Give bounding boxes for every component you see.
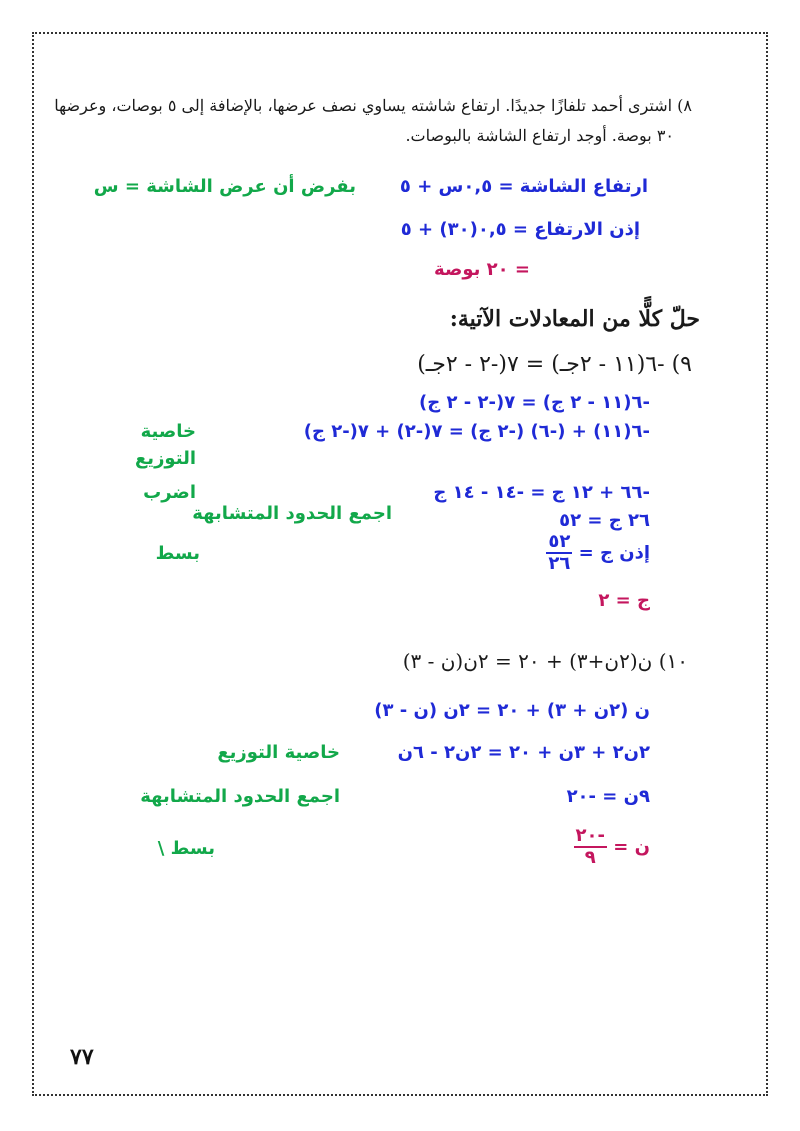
answer-prefix: ن =: [613, 836, 650, 858]
simplify-note-10: بسط \: [157, 838, 215, 859]
height-equation: ارتفاع الشاشة = ٠,٥س + ٥: [399, 176, 648, 197]
assumption-note: بفرض أن عرض الشاشة = س: [93, 176, 356, 197]
step-5-prefix: إذن ج =: [578, 542, 650, 564]
problem-9-step-5: [540, 532, 650, 574]
problem-10-step-1: ن (٢ن + ٣) + ٢٠ = ٢ن (ن - ٣): [374, 700, 650, 721]
combine-like-terms-note: اجمع الحدود المتشابهة: [192, 503, 392, 524]
fraction: [546, 532, 572, 574]
problem-10-step-3: ٩ن = -٢٠: [566, 786, 650, 807]
answer-denominator: ٩: [584, 847, 596, 868]
problem-8-answer: = ٢٠ بوصة: [434, 259, 530, 280]
problem-8-line-2: ٣٠ بوصة. أوجد ارتفاع الشاشة بالبوصات.: [405, 126, 674, 145]
distributive-property-note-10: خاصية التوزيع: [217, 742, 340, 763]
section-title: حلّ كلًّا من المعادلات الآتية:: [449, 306, 700, 332]
problem-10-answer: [568, 826, 650, 868]
problem-10-statement: ١٠) ن(٢ن+٣) + ٢٠ = ٢ن(ن - ٣): [402, 649, 688, 673]
problem-10-step-2: ٢ن٢ + ٣ن + ٢٠ = ٢ن٢ - ٦ن: [397, 742, 650, 763]
problem-8-line-1: ٨) اشترى أحمد تلفازًا جديدًا. ارتفاع شاشته يساوي نصف عرضها، بالإضافة إلى ٥ بوصات، وعرضها: [54, 96, 692, 115]
distributive-property-note-line-2: التوزيع: [135, 448, 196, 469]
page-number: ٧٧: [70, 1044, 94, 1069]
combine-like-terms-note-10: اجمع الحدود المتشابهة: [140, 786, 340, 807]
answer-fraction: [574, 826, 607, 868]
problem-9-statement: ٩) -٦(١١ - ٢جـ) = ٧(-٢ - ٢جـ): [417, 352, 692, 377]
problem-9-step-3: -٦٦ + ١٢ ج = -١٤ - ١٤ ج: [433, 482, 650, 503]
simplify-note: بسط: [155, 543, 200, 564]
fraction-numerator: ٥٢: [548, 531, 571, 552]
problem-9-step-2: -٦(١١) + (-٦) (-٢ ج) = ٧(-٢) + ٧(-٢ ج): [303, 421, 650, 442]
problem-9-step-1: -٦(١١ - ٢ ج) = ٧(-٢ - ٢ ج): [419, 392, 650, 413]
distributive-property-note: خاصية: [140, 421, 196, 442]
fraction-denominator: ٢٦: [548, 553, 571, 574]
height-substitution: إذن الارتفاع = ٠,٥(٣٠) + ٥: [400, 219, 640, 240]
answer-numerator: -٢٠: [575, 825, 605, 846]
problem-9-answer: ج = ٢: [598, 590, 650, 611]
problem-9-step-4: ٢٦ ج = ٥٢: [559, 510, 650, 531]
multiply-note: اضرب: [143, 482, 196, 503]
